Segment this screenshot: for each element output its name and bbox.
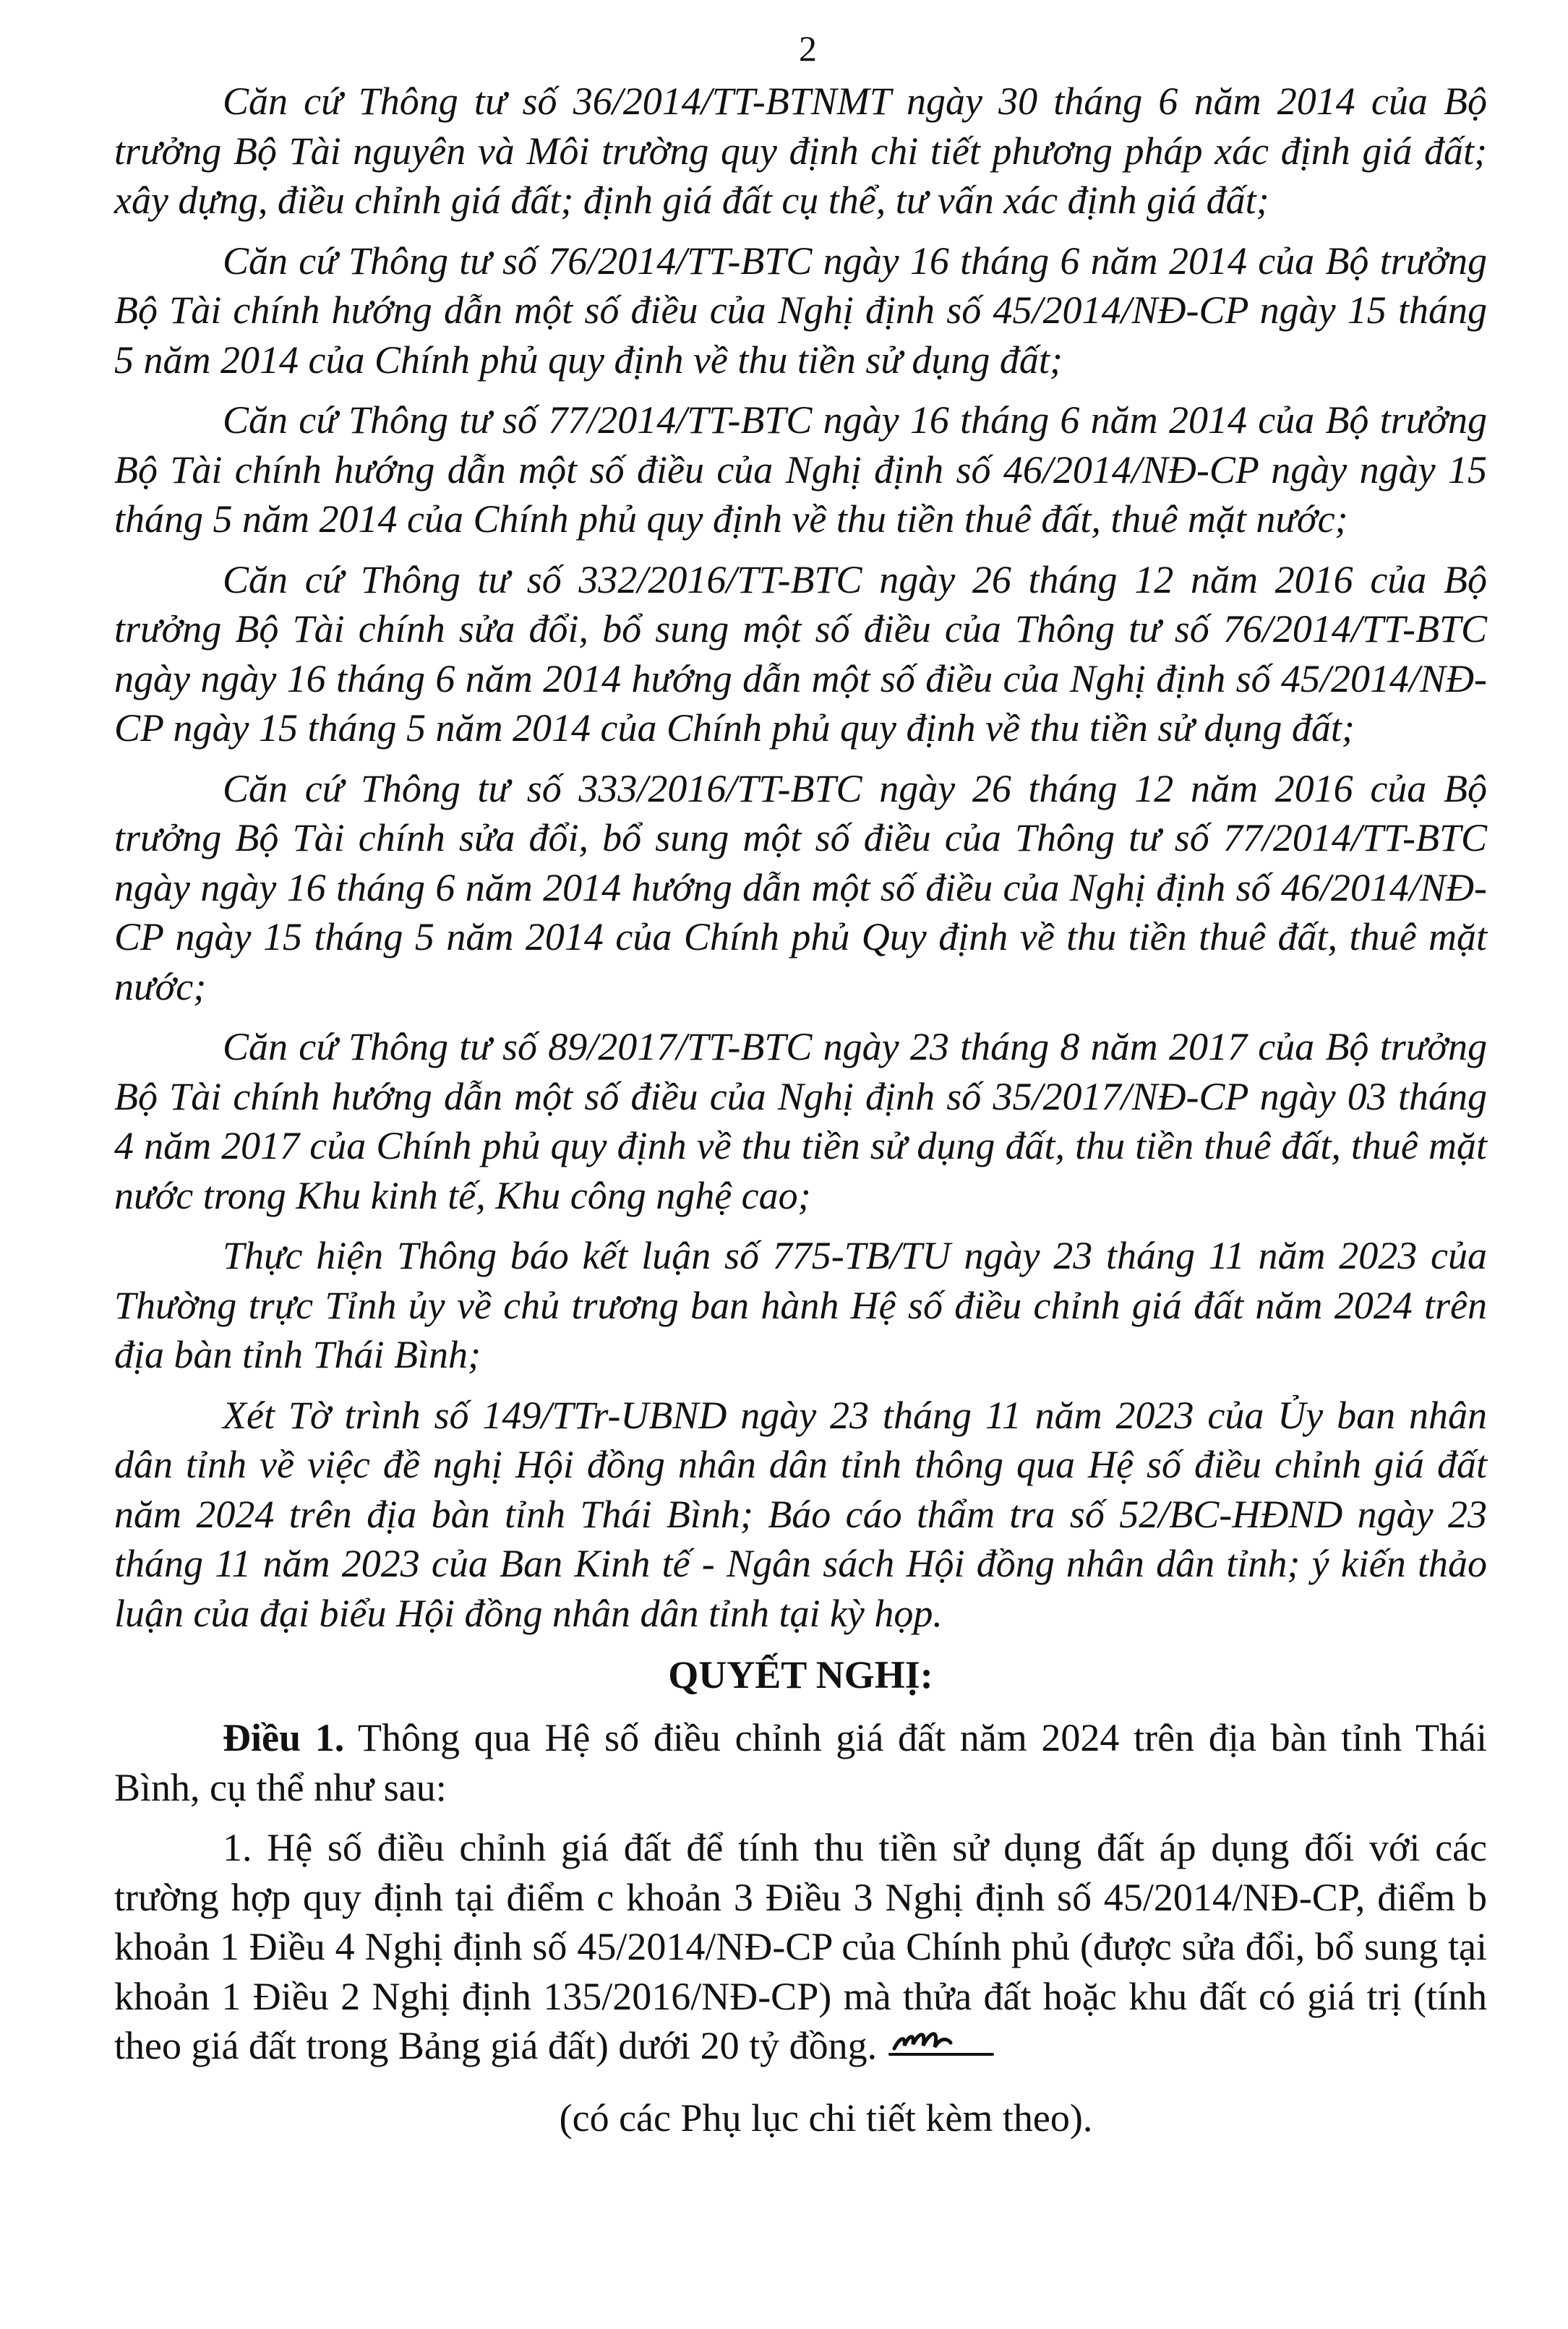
preamble-paragraph: Xét Tờ trình số 149/TTr-UBND ngày 23 tháng 11 năm 2023 của Ủy ban nhân dân tỉnh về việc đề nghị Hội đồng nhân dân tỉnh thông qua Hệ số điều chỉnh giá đất năm 2024 trên địa bàn tỉnh Thái Bình; Báo cáo thẩm tra số 52/BC-HĐND ngày 23 tháng 11 năm 2023 của Ban Kinh tế - Ngân sách Hội đồng nhân dân tỉnh; ý kiến thảo luận của đại biểu Hội đồng nhân dân tỉnh tại kỳ họp. xyxy=(114,1393,1487,1635)
clause-1 xyxy=(114,1823,1487,2071)
preamble-paragraph: Thực hiện Thông báo kết luận số 775-TB/TU ngày 23 tháng 11 năm 2023 của Thường trực Tỉnh ủy về chủ trương ban hành Hệ số điều chỉnh giá đất năm 2024 trên địa bàn tỉnh Thái Bình; xyxy=(114,1234,1487,1376)
preamble-paragraph: Căn cứ Thông tư số 89/2017/TT-BTC ngày 23 tháng 8 năm 2017 của Bộ trưởng Bộ Tài chính hướng dẫn một số điều của Nghị định số 35/2017/NĐ-CP ngày 03 tháng 4 năm 2017 của Chính phủ quy định về thu tiền sử dụng đất, thu tiền thuê đất, thuê mặt nước trong Khu kinh tế, Khu công nghệ cao; xyxy=(114,1025,1487,1217)
appendix-note: (có các Phụ lục chi tiết kèm theo). xyxy=(559,2096,1093,2140)
preamble-paragraph: Căn cứ Thông tư số 77/2014/TT-BTC ngày 16 tháng 6 năm 2014 của Bộ trưởng Bộ Tài chính hướng dẫn một số điều của Nghị định số 46/2014/NĐ-CP ngày ngày 15 tháng 5 năm 2014 của Chính phủ quy định về thu tiền thuê đất, thuê mặt nước; xyxy=(114,398,1487,541)
preamble-paragraph: Căn cứ Thông tư số 332/2016/TT-BTC ngày 26 tháng 12 năm 2016 của Bộ trưởng Bộ Tài chính sửa đổi, bổ sung một số điều của Thông tư số 76/2014/TT-BTC ngày ngày 16 tháng 6 năm 2014 hướng dẫn một số điều của Nghị định số 45/2014/NĐ-CP ngày 15 tháng 5 năm 2014 của Chính phủ quy định về thu tiền sử dụng đất; xyxy=(114,557,1487,750)
page-number: 2 xyxy=(799,28,817,69)
article-1-label: Điều 1. xyxy=(223,1716,345,1759)
article-1-text: Thông qua Hệ số điều chỉnh giá đất năm 2024 trên địa bàn tỉnh Thái Bình, cụ thể như sau: xyxy=(114,1716,1487,1809)
preamble-paragraph: Căn cứ Thông tư số 76/2014/TT-BTC ngày 16 tháng 6 năm 2014 của Bộ trưởng Bộ Tài chính hướng dẫn một số điều của Nghị định số 45/2014/NĐ-CP ngày 15 tháng 5 năm 2014 của Chính phủ quy định về thu tiền sử dụng đất; xyxy=(114,239,1487,382)
initials-signature xyxy=(887,2021,995,2059)
clause-1-text: 1. Hệ số điều chỉnh giá đất để tính thu tiền sử dụng đất áp dụng đối với các trường hợp quy định tại điểm c khoản 3 Điều 3 Nghị định số 45/2014/NĐ-CP, điểm b khoản 1 Điều 4 Nghị định số 45/2014/NĐ-CP của Chính phủ (được sửa đổi, bổ sung tại khoản 1 Điều 2 Nghị định 135/2016/NĐ-CP) mà thửa đất hoặc khu đất có giá trị (tính theo giá đất trong Bảng giá đất) dưới 20 tỷ đồng. xyxy=(114,1826,1487,2067)
preamble-paragraph: Căn cứ Thông tư số 36/2014/TT-BTNMT ngày 30 tháng 6 năm 2014 của Bộ trưởng Bộ Tài nguyên và Môi trường quy định chi tiết phương pháp xác định giá đất; xây dựng, điều chỉnh giá đất; định giá đất cụ thể, tư vấn xác định giá đất; xyxy=(114,80,1487,222)
resolution-heading: QUYẾT NGHỊ: xyxy=(668,1653,933,1697)
article-1 xyxy=(114,1713,1487,1812)
preamble-paragraph: Căn cứ Thông tư số 333/2016/TT-BTC ngày 26 tháng 12 năm 2016 của Bộ trưởng Bộ Tài chính sửa đổi, bổ sung một số điều của Thông tư số 77/2014/TT-BTC ngày ngày 16 tháng 6 năm 2014 hướng dẫn một số điều của Nghị định số 46/2014/NĐ-CP ngày 15 tháng 5 năm 2014 của Chính phủ Quy định về thu tiền thuê đất, thuê mặt nước; xyxy=(114,766,1487,1008)
